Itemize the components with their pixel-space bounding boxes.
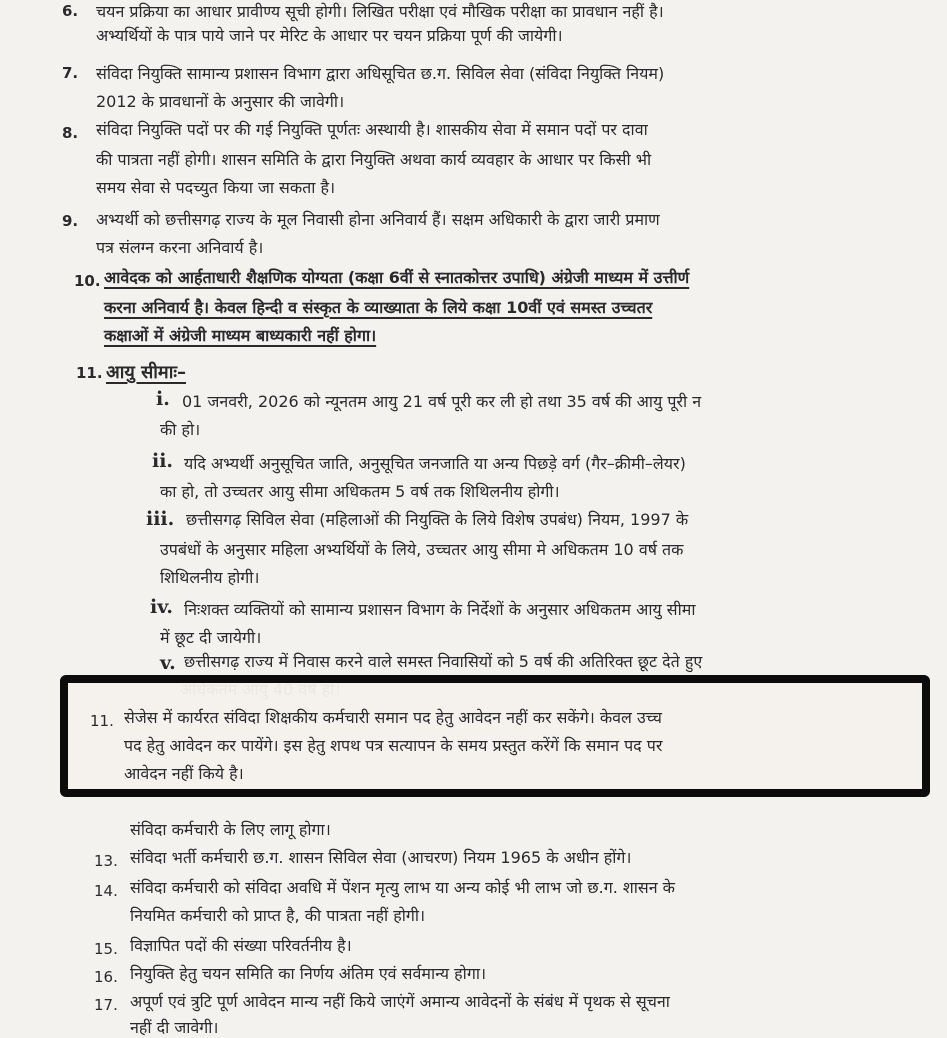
item-number: 7. bbox=[62, 64, 79, 82]
boxed-item-number: 11. bbox=[90, 712, 114, 730]
item-6-line-1: चयन प्रक्रिया का आधार प्रावीण्य सूची होगी। लिखित परीक्षा एवं मौखिक परीक्षा का प्रावधान नहीं है। bbox=[96, 2, 664, 21]
item-17-line-1: अपूर्ण एवं त्रुटि पूर्ण आवेदन मान्य नहीं किये जाएंगें अमान्य आवेदनों के संबंध में पृथक से सूचना bbox=[130, 992, 670, 1011]
item-10-line-1: आवेदक को आर्हताधारी शैक्षणिक योग्यता (कक्षा 6वीं से स्नातकोत्तर उपाधि) अंग्रेजी माध्यम में उत्तीर्ण bbox=[104, 268, 690, 287]
item-number: 14. bbox=[94, 882, 118, 900]
age-subitem-1-line-2: की हो। bbox=[160, 420, 201, 439]
subitem-roman: ii. bbox=[152, 450, 174, 472]
subitem-roman: i. bbox=[156, 388, 170, 410]
item-8-line-3: समय सेवा से पदच्युत किया जा सकता है। bbox=[96, 178, 336, 197]
item-number: 11. bbox=[76, 364, 103, 382]
boxed-line-2: पद हेतु आवेदन कर पायेंगे। इस हेतु शपथ पत्र सत्यापन के समय प्रस्तुत करेंगें कि समान पद पर bbox=[124, 736, 663, 755]
subitem-roman: iii. bbox=[146, 508, 175, 530]
item-number: 9. bbox=[62, 212, 79, 230]
item-number: 15. bbox=[94, 940, 118, 958]
item-9-line-1: अभ्यर्थी को छत्तीसगढ़ राज्य के मूल निवासी होना अनिवार्य हैं। सक्षम अधिकारी के द्वारा जारी प्रमाण bbox=[96, 210, 660, 229]
item-8-line-1: संविदा नियुक्ति पदों पर की गई नियुक्ति पूर्णतः अस्थायी है। शासकीय सेवा में समान पदों पर दावा bbox=[96, 120, 648, 139]
item-number: 17. bbox=[94, 996, 118, 1014]
age-subitem-3-line-2: उपबंधों के अनुसार महिला अभ्यर्थियों के लिये, उच्चतर आयु सीमा मे अधिकतम 10 वर्ष तक bbox=[160, 540, 684, 559]
subitem-roman: iv. bbox=[150, 596, 173, 618]
age-subitem-4-line-2: में छूट दी जायेगी। bbox=[160, 628, 262, 647]
subitem-roman: v. bbox=[160, 652, 176, 674]
age-subitem-3-line-3: शिथिलनीय होगी। bbox=[160, 568, 260, 587]
item-14-line-1: संविदा कर्मचारी को संविदा अवधि में पेंशन मृत्यु लाभ या अन्य कोई भी लाभ जो छ.ग. शासन के bbox=[130, 878, 675, 897]
item-7-line-1: संविदा नियुक्ति सामान्य प्रशासन विभाग द्वारा अधिसूचित छ.ग. सिविल सेवा (संविदा नियुक्ति नियम) bbox=[96, 64, 665, 83]
boxed-line-3: आवेदन नहीं किये है। bbox=[124, 764, 244, 783]
boxed-line-1: सेजेस में कार्यरत संविदा शिक्षकीय कर्मचारी समान पद हेतु आवेदन नहीं कर सकेंगे। केवल उच्च bbox=[124, 708, 662, 727]
item-15-line-1: विज्ञापित पदों की संख्या परिवर्तनीय है। bbox=[130, 936, 352, 955]
item-6-line-2: अभ्यर्थियों के पात्र पाये जाने पर मेरिट के आधार पर चयन प्रक्रिया पूर्ण की जायेगी। bbox=[96, 26, 563, 45]
item-number: 8. bbox=[62, 124, 79, 142]
item-number: 10. bbox=[74, 272, 101, 290]
item-13-line-1: संविदा भर्ती कर्मचारी छ.ग. शासन सिविल सेवा (आचरण) नियम 1965 के अधीन होंगे। bbox=[130, 848, 632, 867]
item-number: 6. bbox=[62, 2, 79, 20]
item-number: 16. bbox=[94, 968, 118, 986]
item-14-line-2: नियमित कर्मचारी को प्राप्त है, की पात्रता नहीं होगी। bbox=[130, 906, 426, 925]
age-subitem-1-line-1: 01 जनवरी, 2026 को न्यूनतम आयु 21 वर्ष पूरी कर ली हो तथा 35 वर्ष की आयु पूरी न bbox=[182, 392, 702, 411]
item-10-line-3: कक्षाओं में अंग्रेजी माध्यम बाध्यकारी नहीं होगा। bbox=[104, 326, 377, 345]
item-17-line-2: नहीं दी जावेगी। bbox=[130, 1018, 219, 1037]
age-subitem-3-line-1: छत्तीसगढ़ सिविल सेवा (महिलाओं की नियुक्ति के लिये विशेष उपबंध) नियम, 1997 के bbox=[186, 510, 689, 529]
age-subitem-4-line-1: निःशक्त व्यक्तियों को सामान्य प्रशासन विभाग के निर्देशों के अनुसार अधिकतम आयु सीमा bbox=[184, 600, 696, 619]
age-limit-heading: आयु सीमाः– bbox=[106, 362, 186, 383]
age-subitem-5-line-1: छत्तीसगढ़ राज्य में निवास करने वाले समस्त निवासियों को 5 वर्ष की अतिरिक्त छूट देते हुए bbox=[184, 652, 703, 671]
age-subitem-2-line-1: यदि अभ्यर्थी अनुसूचित जाति, अनुसूचित जनजाति या अन्य पिछड़े वर्ग (गैर–क्रीमी–लेयर) bbox=[184, 454, 686, 473]
item-8-line-2: की पात्रता नहीं होगी। शासन समिति के द्वारा नियुक्ति अथवा कार्य व्यवहार के आधार पर किसी भी bbox=[96, 150, 652, 169]
item-16-line-1: नियुक्ति हेतु चयन समिति का निर्णय अंतिम एवं सर्वमान्य होगा। bbox=[130, 964, 487, 983]
item-7-line-2: 2012 के प्रावधानों के अनुसार की जावेगी। bbox=[96, 92, 345, 111]
item-9-line-2: पत्र संलग्न करना अनिवार्य है। bbox=[96, 238, 264, 257]
age-subitem-2-line-2: का हो, तो उच्चतर आयु सीमा अधिकतम 5 वर्ष तक शिथिलनीय होगी। bbox=[160, 482, 560, 501]
item-10-line-2: करना अनिवार्य है। केवल हिन्दी व संस्कृत के व्याख्याता के लिये कक्षा 10वीं एवं समस्त उच्चतर bbox=[104, 298, 653, 317]
item-number: 13. bbox=[94, 852, 118, 870]
item-12-tail: संविदा कर्मचारी के लिए लागू होगा। bbox=[130, 820, 331, 839]
